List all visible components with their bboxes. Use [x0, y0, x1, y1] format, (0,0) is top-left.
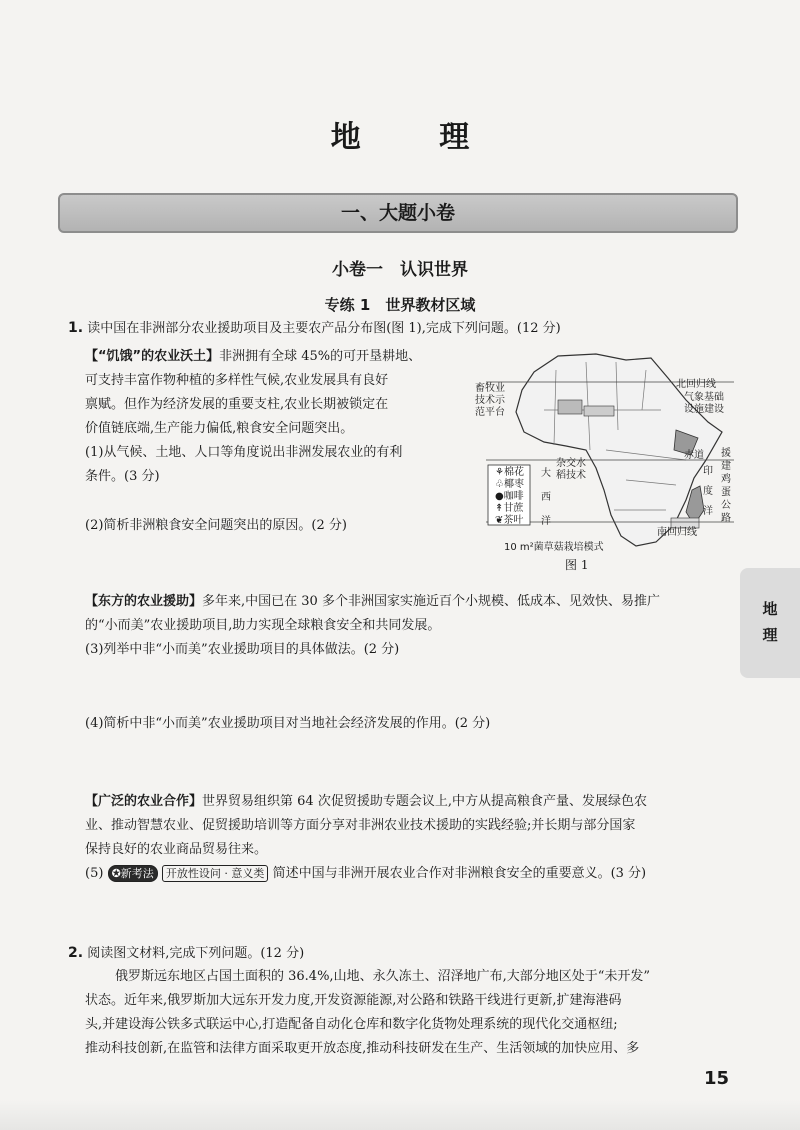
label-indian-3: 洋: [703, 506, 713, 517]
q2-stem: 阅读图文材料,完成下列问题。(12 分): [87, 946, 305, 961]
label-atlantic-2: 西: [541, 492, 551, 503]
side-tab-char-1: 地: [762, 600, 778, 618]
page-title: 地 理: [330, 120, 504, 155]
label-indian-2: 度: [703, 486, 713, 497]
topic-title: 专练 1 世界教材区域: [324, 296, 476, 314]
label-weather-1: 气象基础: [684, 392, 724, 403]
q2-line-2: 状态。近年来,俄罗斯加大远东开发力度,开发资源能源,对公路和铁路干线进行更新,扩建海港码: [85, 993, 622, 1008]
section-banner: [58, 193, 738, 233]
label-road-4: 蛋: [721, 487, 731, 498]
figure-caption: 图 1: [565, 558, 589, 572]
legend-item: ●咖啡: [495, 491, 524, 502]
q1-stem: 读中国在非洲部分农业援助项目及主要农产品分布图(图 1),完成下列问题。(12 分): [87, 321, 561, 336]
q1-block1-line-3: 禀赋。但作为经济发展的重要支柱,农业长期被锁定在: [85, 397, 389, 412]
label-road-6: 路: [721, 513, 731, 524]
label-indian: [703, 462, 713, 522]
q1-block1-line-1: [85, 347, 421, 367]
bottom-shadow: [0, 1100, 800, 1130]
label-demo-platform-2: 技术示: [475, 395, 505, 406]
q1-block1-line-4: 价值链底端,生产能力偏低,粮食安全问题突出。: [85, 421, 354, 436]
q1-sub1-line-2: 条件。(3 分): [85, 469, 160, 484]
label-road-1: 援: [721, 448, 731, 459]
legend-item: ↟甘蔗: [495, 503, 524, 514]
label-equator: 赤道: [684, 450, 704, 461]
q1-sub3: (3)列举中非“小而美”农业援助项目的具体做法。(2 分): [85, 642, 400, 657]
q2-line-4: 推动科技创新,在监管和法律方面采取更开放态度,推动科技研发在生产、生活领域的加快应用、多: [85, 1041, 640, 1056]
q1-block1-line-2: 可支持丰富作物种植的多样性气候,农业发展具有良好: [85, 373, 389, 388]
legend-item: ❦茶叶: [495, 515, 524, 526]
label-weather-2: 设施建设: [684, 404, 724, 415]
label-rice: [556, 458, 586, 482]
subsection-title: 小卷一 认识世界: [332, 260, 468, 280]
q1-sub5-text: 简述中国与非洲开展农业合作对非洲粮食安全的重要意义。(3 分): [272, 866, 647, 881]
question-type-tag: 开放性设问 · 意义类: [162, 865, 269, 882]
label-demo-platform-1: 畜牧业: [475, 383, 505, 394]
q1-block2-heading: 【东方的农业援助】: [85, 594, 203, 609]
label-atlantic-1: 大: [541, 468, 551, 479]
label-road-3: 鸡: [721, 474, 731, 485]
section-banner-text: 一、大题小卷: [340, 202, 455, 224]
label-road: [721, 447, 731, 525]
label-weather: [684, 392, 724, 416]
new-method-tag: ✪新考法: [108, 865, 158, 882]
legend-item: ♧椰枣: [495, 479, 524, 490]
side-tab-char-2: 理: [762, 626, 778, 644]
label-south-tropic: 南回归线: [657, 527, 697, 538]
q1-sub5: [85, 864, 646, 884]
q1-number: 1.: [68, 320, 84, 336]
q1-block1-text-1: 非洲拥有全球 45%的可开垦耕地、: [219, 349, 422, 364]
q1-block2-line-2: 的“小而美”农业援助项目,助力实现全球粮食安全和共同发展。: [85, 618, 441, 633]
q1-sub5-prefix: (5): [85, 866, 104, 881]
q1-sub2: (2)简析非洲粮食安全问题突出的原因。(2 分): [85, 518, 347, 533]
label-road-5: 公: [721, 500, 731, 511]
label-rice-2: 稻技术: [556, 470, 586, 481]
q1-block3-heading: 【广泛的农业合作】: [85, 794, 203, 809]
label-rice-1: 杂交水: [556, 458, 586, 469]
q1-block1-heading: 【“饥饿”的农业沃土】: [85, 349, 220, 364]
q1-sub1-line-1: (1)从气候、土地、人口等角度说出非洲发展农业的有利: [85, 445, 403, 460]
label-indian-1: 印: [703, 466, 713, 477]
label-atlantic: [541, 462, 551, 534]
q1-stem-line: [68, 318, 561, 339]
q1-block3-text-1: 世界贸易组织第 64 次促贸援助专题会议上,中方从提高粮食产量、发展绿色农: [202, 794, 647, 809]
side-tab: [740, 568, 800, 678]
label-mushroom: 10 m²菌草菇栽培模式: [504, 542, 604, 553]
label-demo-platform-3: 范平台: [475, 407, 505, 418]
label-north-tropic: 北回归线: [676, 379, 716, 390]
q2-number: 2.: [68, 945, 84, 961]
q2-stem-line: [68, 943, 304, 964]
q2-line-3: 头,并建设海公铁多式联运中心,打造配备自动化仓库和数字化货物处理系统的现代化交通枢纽;: [85, 1017, 618, 1032]
label-atlantic-3: 洋: [541, 516, 551, 527]
legend-item: ⚘棉花: [495, 467, 524, 478]
q1-sub4: (4)简析中非“小而美”农业援助项目对当地社会经济发展的作用。(2 分): [85, 716, 491, 731]
label-demo-platform: [475, 383, 505, 419]
q1-block3-line-3: 保持良好的农业商品贸易往来。: [85, 842, 268, 857]
page-number: 15: [704, 1068, 730, 1089]
label-road-2: 建: [721, 461, 731, 472]
q1-block2-line-1: [85, 592, 660, 612]
q1-block3-line-1: [85, 792, 647, 812]
q2-line-1: 俄罗斯远东地区占国土面积的 36.4%,山地、永久冻土、沼泽地广布,大部分地区处于“未开发”: [115, 969, 650, 984]
map-legend: [495, 467, 524, 527]
q1-block2-text-1: 多年来,中国已在 30 多个非洲国家实施近百个小规模、低成本、见效快、易推广: [202, 594, 660, 609]
q1-block3-line-2: 业、推动智慧农业、促贸援助培训等方面分享对非洲农业技术援助的实践经验;并长期与部分国家: [85, 818, 636, 833]
